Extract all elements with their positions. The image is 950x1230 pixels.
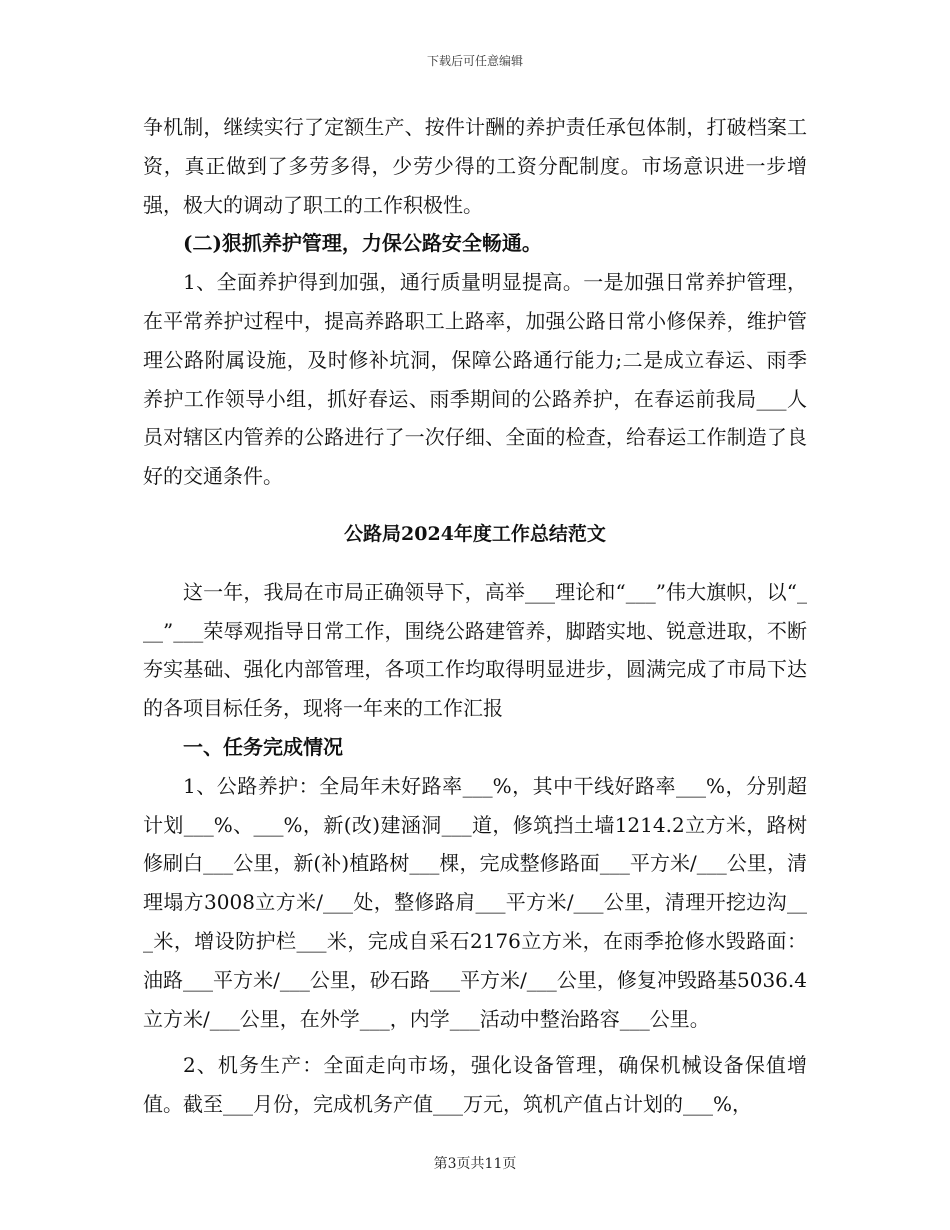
paragraph-intro: 这一年，我局在市局正确领导下，高举___理论和“___”伟大旗帜，以“___”___荣辱观指导日常工作，围绕公路建管养，脚踏实地、锐意进取，不断夯实基础、强化内部管理，各项工作均取得明显进步，圆满完成了市局下达的各项目标任务，现将一年来的工作汇报 (143, 579, 807, 721)
page-header: 下载后可任意编辑 (426, 54, 523, 68)
document-title: 公路局2024年度工作总结范文 (344, 522, 606, 545)
paragraph-machinery: 2、机务生产：全面走向市场，强化设备管理，确保机械设备保值增值。截至___月份，完成机务产值___万元，筑机产值占计划的___%， (143, 1053, 807, 1117)
section-heading-2: (二)狠抓养护管理，力保公路安全畅通。 (183, 231, 542, 256)
section-heading-1: 一、任务完成情况 (183, 734, 343, 759)
paragraph-continuation: 争机制，继续实行了定额生产、按件计酬的养护责任承包体制，打破档案工资，真正做到了多劳多得，少劳少得的工资分配制度。市场意识进一步增强，极大的调动了职工的工作积极性。 (143, 115, 807, 217)
page-footer: 第3页共11页 (433, 1156, 517, 1172)
document-body (143, 108, 807, 1124)
paragraph-maintenance: 1、全面养护得到加强，通行质量明显提高。一是加强日常养护管理，在平常养护过程中，提高养路职工上路率，加强公路日常小修保养，维护管理公路附属设施，及时修补坑洞，保障公路通行能力;二是成立春运、雨季养护工作领导小组，抓好春运、雨季期间的公路养护，在春运前我局___人员对辖区内管养的公路进行了一次仔细、全面的检查，给春运工作制造了良好的交通条件。 (143, 270, 807, 489)
paragraph-road-maintenance: 1、公路养护：全局年未好路率___%，其中干线好路率___%，分别超计划___%、___%，新(改)建涵洞___道，修筑挡土墙1214.2立方米，路树修刷白___公里，新(补)植路树___棵，完成整修路面___平方米/___公里，清理塌方3008立方米/___处，整修路肩___平方米/___公里，清理开挖边沟___米，增设防护栏___米，完成自采石2176立方米，在雨季抢修水毁路面：油路___平方米/___公里，砂石路___平方米/___公里，修复冲毁路基5036.4立方米/___公里，在外学___，内学___活动中整治路容___公里。 (143, 773, 807, 1031)
